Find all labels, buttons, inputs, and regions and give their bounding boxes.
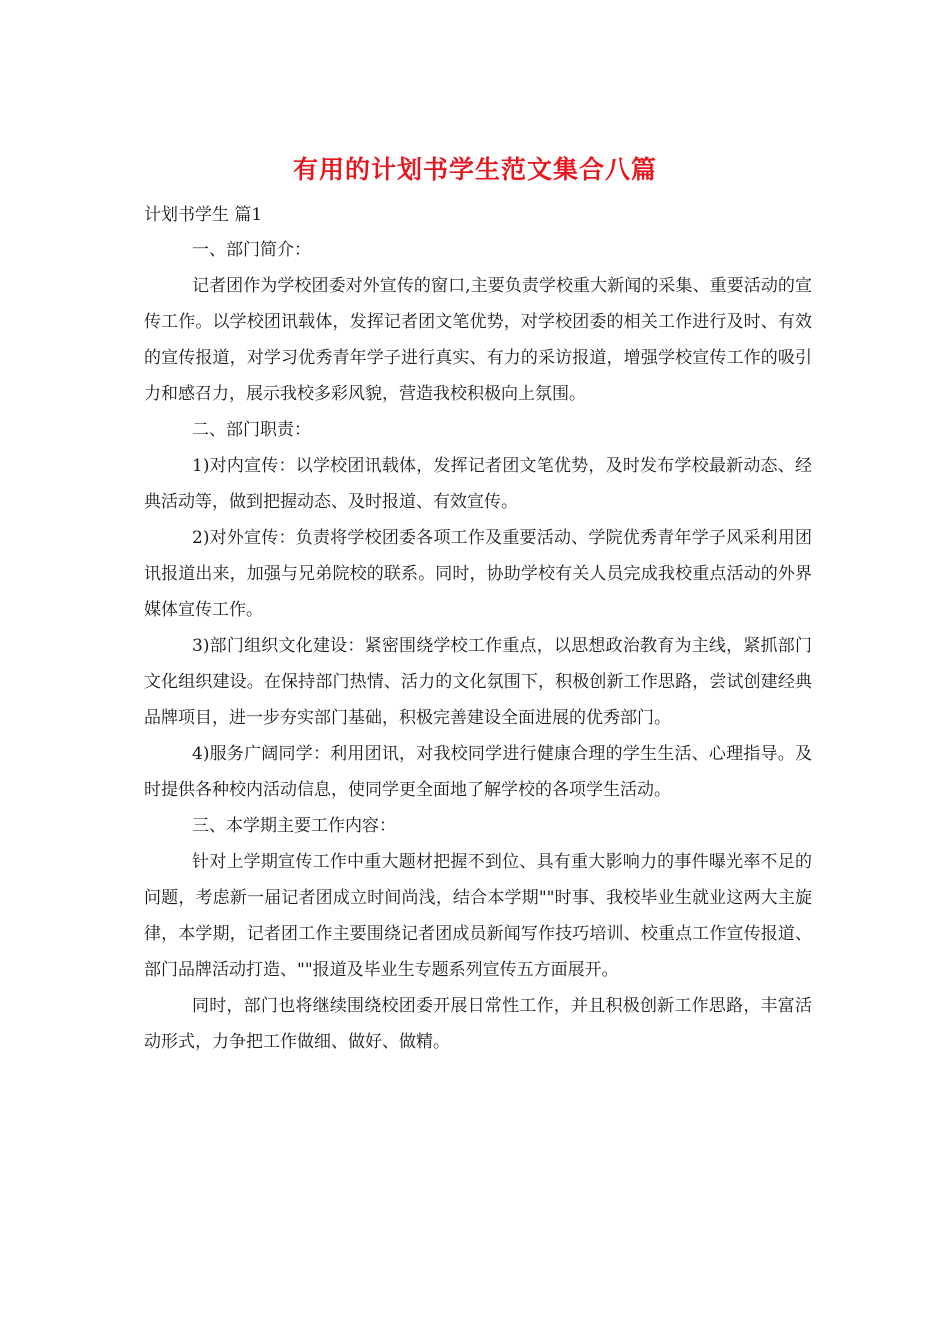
document-subtitle: 计划书学生 篇1 <box>144 205 263 225</box>
paragraph: 针对上学期宣传工作中重大题材把握不到位、具有重大影响力的事件曝光率不足的问题，考虑新一届记者团成立时间尚浅，结合本学期""时事、我校毕业生就业这两大主旋律，本学期，记者团工作主要围绕记者团成员新闻写作技巧培训、校重点工作宣传报道、部门品牌活动打造、""报道及毕业生专题系列宣传五方面展开。 <box>144 852 812 980</box>
document-body <box>144 232 812 1060</box>
paragraph: 4)服务广阔同学：利用团讯，对我校同学进行健康合理的学生生活、心理指导。及时提供各种校内活动信息，使同学更全面地了解学校的各项学生活动。 <box>144 744 812 800</box>
paragraph: 3)部门组织文化建设：紧密围绕学校工作重点，以思想政治教育为主线，紧抓部门文化组织建设。在保持部门热情、活力的文化氛围下，积极创新工作思路，尝试创建经典品牌项目，进一步夯实部门基础，积极完善建设全面进展的优秀部门。 <box>144 636 812 728</box>
document-title: 有用的计划书学生范文集合八篇 <box>292 155 657 184</box>
section-heading: 二、部门职责： <box>192 420 311 440</box>
section-heading: 一、部门简介： <box>192 240 311 260</box>
paragraph: 同时，部门也将继续围绕校团委开展日常性工作，并且积极创新工作思路，丰富活动形式，力争把工作做细、做好、做精。 <box>144 996 812 1052</box>
paragraph: 记者团作为学校团委对外宣传的窗口,主要负责学校重大新闻的采集、重要活动的宣传工作。以学校团讯载体，发挥记者团文笔优势，对学校团委的相关工作进行及时、有效的宣传报道，对学习优秀青年学子进行真实、有力的采访报道，增强学校宣传工作的吸引力和感召力，展示我校多彩风貌，营造我校积极向上氛围。 <box>144 276 812 404</box>
paragraph: 1)对内宣传：以学校团讯载体，发挥记者团文笔优势，及时发布学校最新动态、经典活动等，做到把握动态、及时报道、有效宣传。 <box>144 456 812 512</box>
paragraph: 2)对外宣传：负责将学校团委各项工作及重要活动、学院优秀青年学子风采利用团讯报道出来，加强与兄弟院校的联系。同时，协助学校有关人员完成我校重点活动的外界媒体宣传工作。 <box>144 528 812 620</box>
section-heading: 三、本学期主要工作内容： <box>192 816 396 836</box>
